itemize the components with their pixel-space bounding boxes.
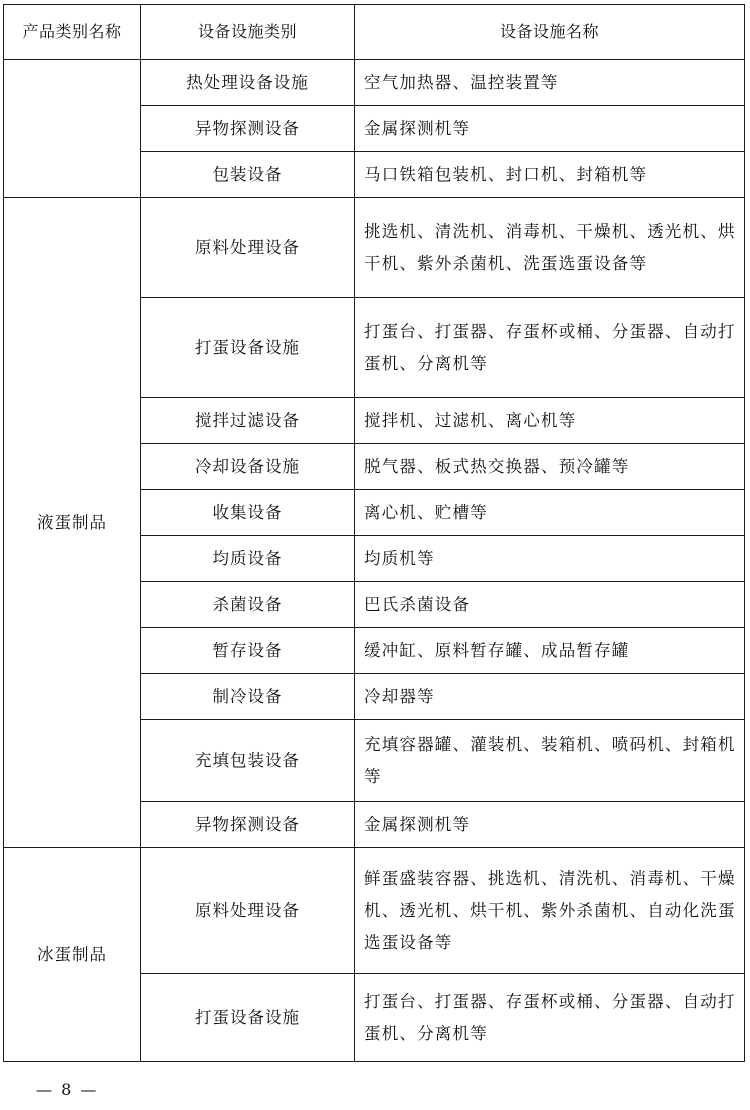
- equipment-type-cell: 均质设备: [141, 536, 355, 582]
- page-number: — 8 —: [36, 1080, 99, 1099]
- equipment-name-cell: 鲜蛋盛装容器、挑选机、清洗机、消毒机、干燥机、透光机、烘干机、紫外杀菌机、自动化洗蛋选蛋设备等: [355, 848, 745, 974]
- equipment-type-cell: 打蛋设备设施: [141, 974, 355, 1062]
- equipment-type-cell: 充填包装设备: [141, 720, 355, 802]
- equipment-name-cell: 金属探测机等: [355, 802, 745, 848]
- equipment-type-cell: 热处理设备设施: [141, 60, 355, 106]
- table-row: [4, 60, 745, 106]
- equipment-type-cell: 打蛋设备设施: [141, 298, 355, 398]
- table-row: [4, 198, 745, 298]
- category-cell: [4, 60, 141, 198]
- category-cell: 液蛋制品: [4, 198, 141, 848]
- equipment-name-cell: 金属探测机等: [355, 106, 745, 152]
- equipment-type-cell: 制冷设备: [141, 674, 355, 720]
- header-equipment-type: 设备设施类别: [141, 5, 355, 60]
- category-cell: 冰蛋制品: [4, 848, 141, 1062]
- equipment-table: [3, 4, 745, 1062]
- table-row: [4, 848, 745, 974]
- equipment-name-cell: 马口铁箱包装机、封口机、封箱机等: [355, 152, 745, 198]
- equipment-type-cell: 收集设备: [141, 490, 355, 536]
- header-product-category: 产品类别名称: [4, 5, 141, 60]
- equipment-type-cell: 搅拌过滤设备: [141, 398, 355, 444]
- equipment-type-cell: 异物探测设备: [141, 106, 355, 152]
- equipment-name-cell: 冷却器等: [355, 674, 745, 720]
- equipment-type-cell: 杀菌设备: [141, 582, 355, 628]
- equipment-name-cell: 挑选机、清洗机、消毒机、干燥机、透光机、烘干机、紫外杀菌机、洗蛋选蛋设备等: [355, 198, 745, 298]
- header-equipment-name: 设备设施名称: [355, 5, 745, 60]
- equipment-name-cell: 均质机等: [355, 536, 745, 582]
- equipment-name-cell: 脱气器、板式热交换器、预冷罐等: [355, 444, 745, 490]
- equipment-name-cell: 充填容器罐、灌装机、装箱机、喷码机、封箱机等: [355, 720, 745, 802]
- equipment-name-cell: 巴氏杀菌设备: [355, 582, 745, 628]
- equipment-name-cell: 搅拌机、过滤机、离心机等: [355, 398, 745, 444]
- equipment-type-cell: 原料处理设备: [141, 198, 355, 298]
- equipment-name-cell: 打蛋台、打蛋器、存蛋杯或桶、分蛋器、自动打蛋机、分离机等: [355, 298, 745, 398]
- equipment-type-cell: 原料处理设备: [141, 848, 355, 974]
- equipment-type-cell: 异物探测设备: [141, 802, 355, 848]
- table-header-row: [4, 5, 745, 60]
- equipment-name-cell: 缓冲缸、原料暂存罐、成品暂存罐: [355, 628, 745, 674]
- equipment-type-cell: 冷却设备设施: [141, 444, 355, 490]
- equipment-type-cell: 包装设备: [141, 152, 355, 198]
- equipment-type-cell: 暂存设备: [141, 628, 355, 674]
- equipment-name-cell: 打蛋台、打蛋器、存蛋杯或桶、分蛋器、自动打蛋机、分离机等: [355, 974, 745, 1062]
- equipment-name-cell: 空气加热器、温控装置等: [355, 60, 745, 106]
- equipment-name-cell: 离心机、贮槽等: [355, 490, 745, 536]
